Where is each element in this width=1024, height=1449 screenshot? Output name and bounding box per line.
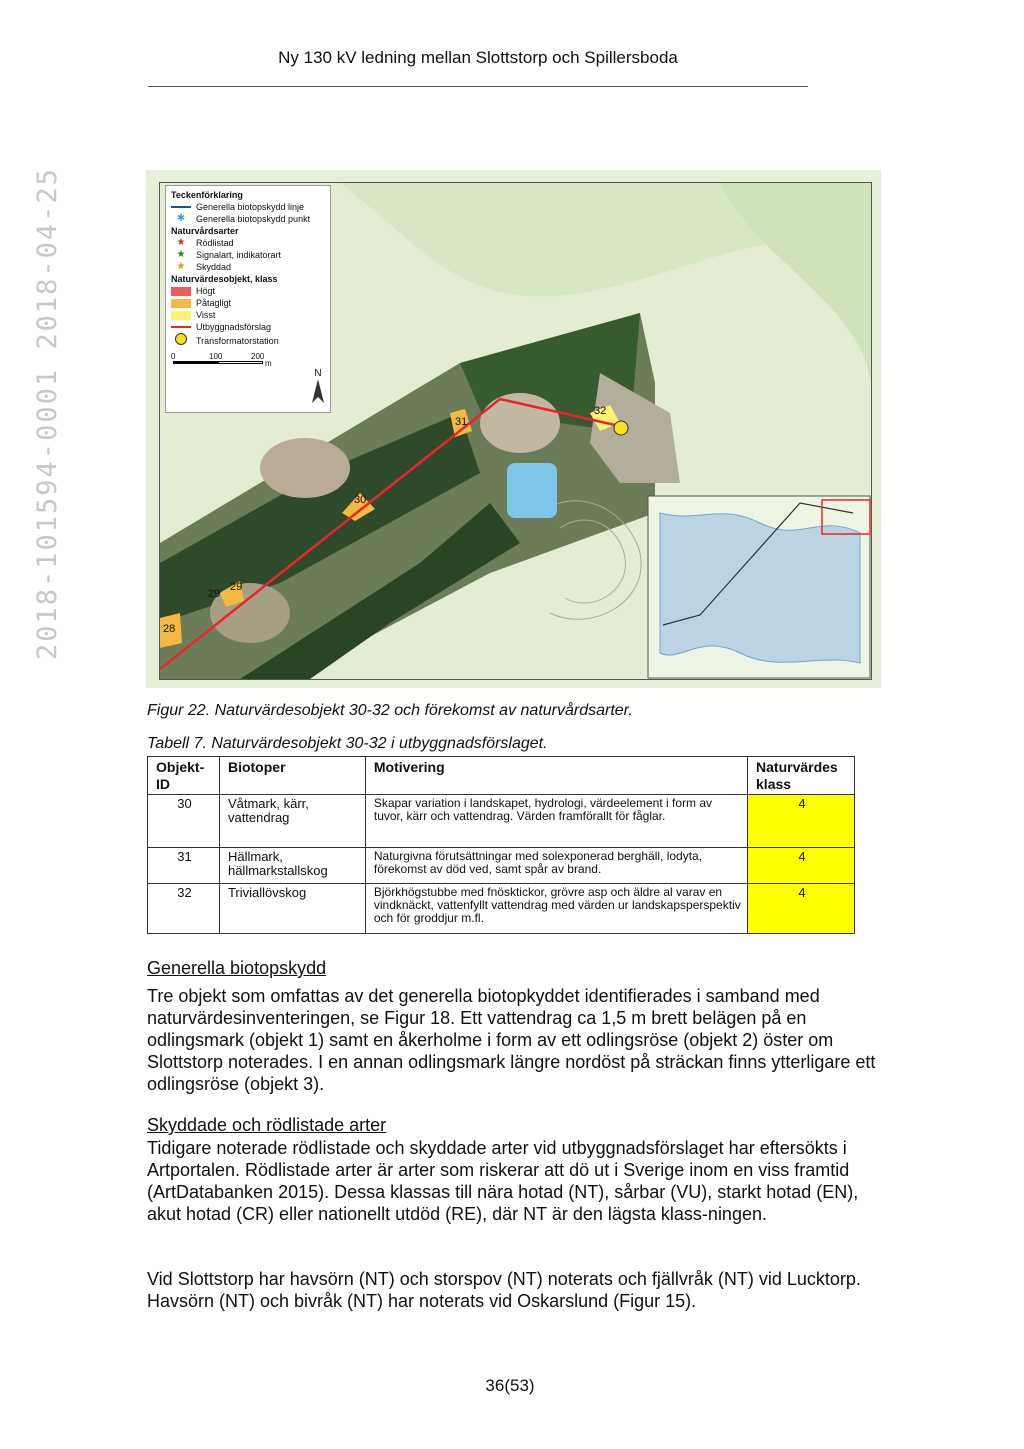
- legend-station: Transformatorstation: [171, 333, 325, 349]
- nature-value-table: [147, 756, 855, 934]
- col-header-id: Objekt-ID: [148, 757, 220, 795]
- legend-title: Teckenförklaring: [171, 190, 243, 200]
- north-arrow-icon: [311, 379, 325, 403]
- object-label: 28: [163, 623, 176, 635]
- legend-nvo-head: Naturvärdesobjekt, klass: [171, 274, 278, 284]
- cell-motive: Björkhögstubbe med fnösktickor, grövre asp och äldre al varav en vindknäckt, vattenfyllt vattendrag med värden ur landskapsperspektiv och för groddjur m.fl.: [365, 884, 747, 934]
- legend-signal: ★ Signalart, indikatorart: [176, 249, 282, 260]
- figure-caption: Figur 22. Naturvärdesobjekt 30-32 och förekomst av naturvårdsarter.: [147, 702, 633, 719]
- cell-motive: Naturgivna förutsättningar med solexponerad berghäll, lodyta, förekomst av död ved, samt spår av brand.: [365, 848, 747, 884]
- north-arrow: [308, 368, 328, 412]
- scale-bar: 0 100 200 m: [171, 352, 272, 368]
- cell-class: 4: [748, 848, 855, 884]
- legend-significant: Påtagligt: [171, 297, 325, 309]
- object-label: 29: [208, 588, 221, 600]
- table-caption: Tabell 7. Naturvärdesobjekt 30-32 i utbyggnadsförslaget.: [147, 735, 548, 752]
- legend-protected: ★ Skyddad: [176, 261, 232, 272]
- col-header-motive: Motivering: [365, 757, 747, 795]
- col-header-biotope: Biotoper: [219, 757, 365, 795]
- cell-biotope: Våtmark, kärr, vattendrag: [219, 795, 365, 848]
- cell-id: 31: [148, 848, 220, 884]
- legend-species-head: Naturvårdsarter: [171, 226, 239, 236]
- object-label: 31: [455, 416, 468, 428]
- object-label: 32: [594, 405, 607, 417]
- section-heading: Generella biotopskydd: [147, 958, 327, 978]
- cell-id: 30: [148, 795, 220, 848]
- running-header: Ny 130 kV ledning mellan Slottstorp och Spillersboda: [278, 48, 678, 67]
- cell-biotope: Hällmark, hällmarkstallskog: [219, 848, 365, 884]
- document-stamp: 2018-101594-0001 2018-04-25: [32, 167, 63, 660]
- cell-id: 32: [148, 884, 220, 934]
- legend-redlisted: ★ Rödlistad: [176, 237, 234, 248]
- legend-point: ✱ Generella biotopskydd punkt: [176, 213, 311, 224]
- table-row: [148, 884, 855, 934]
- section-body: Vid Slottstorp har havsörn (NT) och storspov (NT) noterats och fjällvråk (NT) vid Lucktorp. Havsörn (NT) och bivråk (NT) har noterats vid Oskarslund (Figur 15).: [147, 1269, 861, 1311]
- legend-line: Generella biotopskydd linje: [171, 201, 325, 213]
- section-body: Tre objekt som omfattas av det generella biotopkyddet identifierades i samband med naturvärdesinventeringen, se Figur 18. Ett vattendrag ca 1,5 m brett belägen på en odlingsmark (objekt 1) samt en åkerholme i form av ett odlingsröse (objekt 2) öster om Slottstorp noterades. I en annan odlingsmark längre nordöst på sträckan finns ytterligare ett odlingsröse (objekt 3).: [147, 986, 876, 1094]
- object-label: 29: [230, 581, 243, 593]
- legend-high: Högt: [171, 285, 325, 297]
- transformer-station: [614, 421, 628, 435]
- table-row: [148, 848, 855, 884]
- legend-proposal: Utbyggnadsförslag: [171, 321, 325, 333]
- object-label: 30: [354, 494, 367, 506]
- col-header-class: Naturvärdes klass: [748, 757, 855, 795]
- header-rule: [148, 86, 808, 87]
- table-header-row: [148, 757, 855, 795]
- map-legend: [165, 185, 331, 413]
- cell-class: 4: [748, 795, 855, 848]
- page-number: 36(53): [485, 1376, 535, 1395]
- cell-biotope: Triviallövskog: [219, 884, 365, 934]
- cell-motive: Skapar variation i landskapet, hydrologi, värdeelement i form av tuvor, kärr och vattendrag. Värden framförallt för fåglar.: [365, 795, 747, 848]
- legend-some: Visst: [171, 309, 325, 321]
- north-label: N: [314, 368, 322, 379]
- section-body: Tidigare noterade rödlistade och skyddade arter vid utbyggnadsförslaget har eftersökts i Artportalen. Rödlistade arter är arter som riskerar att dö ut i Sverige inom en viss framtid (ArtDatabanken 2015). Dessa klassas till nära hotad (NT), sårbar (VU), starkt hotad (EN), akut hotad (CR) eller nationellt utdöd (RE), där NT är den lägsta klass-ningen.: [147, 1138, 859, 1224]
- table-row: [148, 795, 855, 848]
- cell-class: 4: [748, 884, 855, 934]
- section-heading: Skyddade och rödlistade arter: [147, 1115, 387, 1135]
